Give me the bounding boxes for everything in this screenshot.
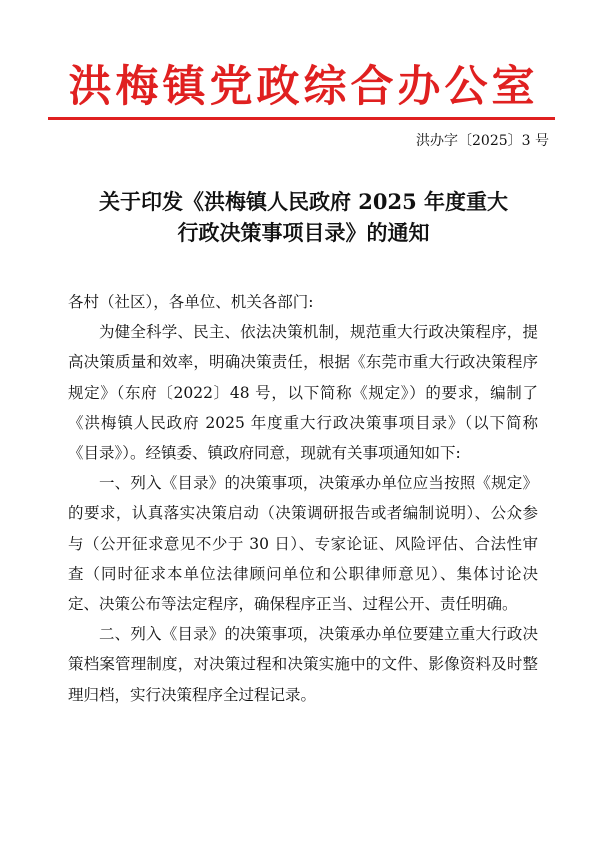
red-divider-line [48,117,555,120]
document-body [68,287,538,710]
paragraph-item-2: 二、列入《目录》的决策事项，决策承办单位要建立重大行政决策档案管理制度，对决策过程和决策实施中的文件、影像资料及时整理归档，实行决策程序全过程记录。 [68,625,538,704]
salutation: 各村（社区），各单位、机关各部门: [68,293,314,311]
paragraph-item-1: 一、列入《目录》的决策事项，决策承办单位应当按照《规定》的要求，认真落实决策启动（决策调研报告或者编制说明）、公众参与（公开征求意见不少于 30 日）、专家论证、风险评估、合法性审查（同时征求本单位法律顾问单位和公职律师意见）、集体讨论决定、决策公布等法定程序，确保程序正当、过程公开、责任明确。 [68,474,538,614]
title-line-2: 行政决策事项目录》的通知 [177,220,430,245]
paragraph-intro: 为健全科学、民主、依法决策机制，规范重大行政决策程序，提高决策质量和效率，明确决策责任，根据《东莞市重大行政决策程序规定》（东府〔2022〕48 号，以下简称《规定》）的要求，编制了《洪梅镇人民政府 2025 年度重大行政决策事项目录》（以下简称《目录》）。经镇委、镇政府同意，现就有关事项通知如下: [68,323,538,463]
issuer-header: 洪梅镇党政综合办公室 [68,62,539,112]
document-number: 洪办字〔2025〕3 号 [416,133,549,149]
document-title [60,186,547,248]
title-line-1: 关于印发《洪梅镇人民政府 2025 年度重大 [98,189,509,214]
